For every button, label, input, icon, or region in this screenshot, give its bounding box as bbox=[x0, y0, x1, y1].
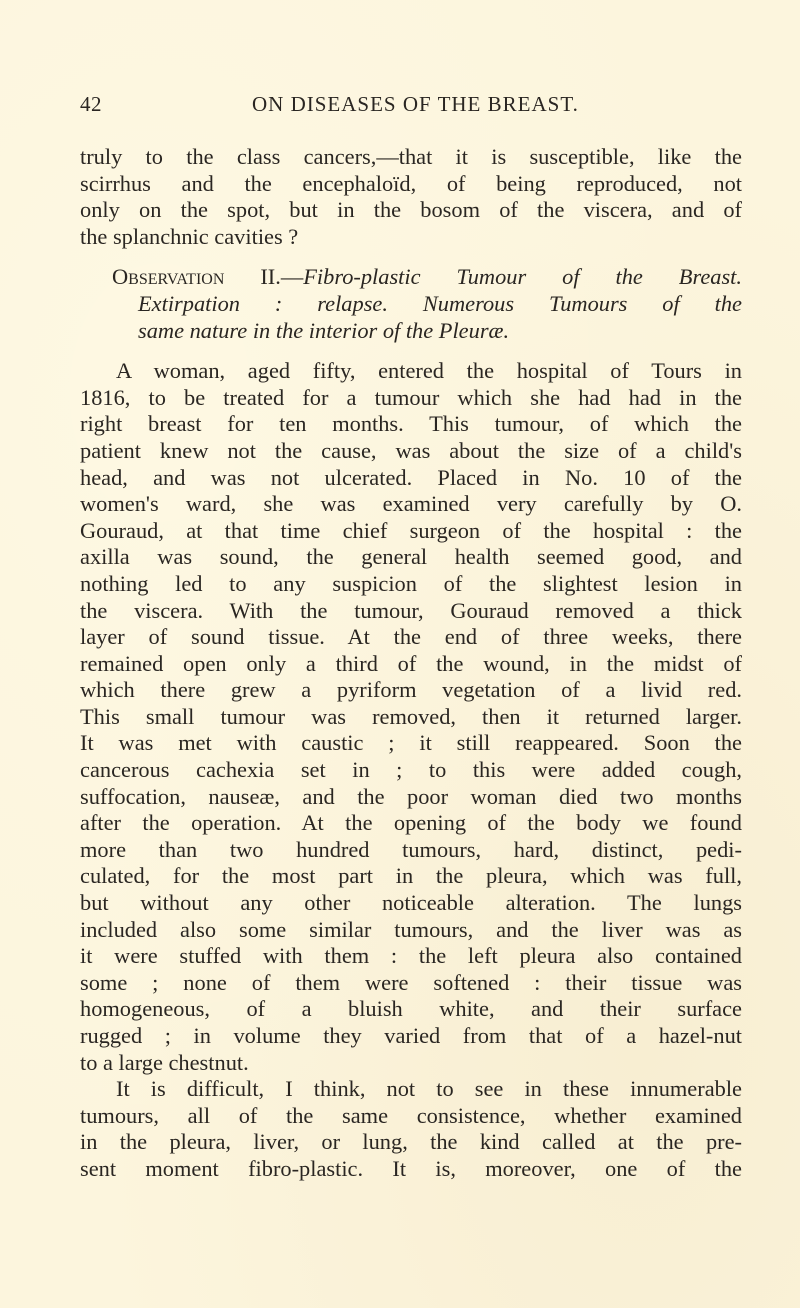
observation-title: Fibro-plastic Tumour of the Breast. bbox=[303, 264, 743, 290]
text-line: sent moment fibro-plastic. It is, moreover, one of the bbox=[80, 1155, 742, 1181]
text-line: which there grew a pyriform vegetation of a livid red. bbox=[80, 677, 742, 703]
page-number: 42 bbox=[80, 92, 102, 116]
observation-subtitle-line: Extirpation : relapse. Numerous Tumours of the bbox=[138, 290, 742, 316]
case-paragraph bbox=[80, 358, 742, 1076]
text-line: rugged ; in volume they varied from that of a hazel-nut bbox=[80, 1023, 742, 1048]
running-title: ON DISEASES OF THE BREAST. bbox=[252, 92, 579, 116]
text-line: tumours, all of the same consistence, whether examined bbox=[80, 1102, 742, 1128]
text-line: right breast for ten months. This tumour, of which the bbox=[80, 411, 742, 437]
text-line: it were stuffed with them : the left pleura also contained bbox=[80, 943, 742, 969]
observation-label: Observation bbox=[112, 264, 225, 290]
text-line: suffocation, nauseæ, and the poor woman died two months bbox=[80, 783, 742, 809]
body-text bbox=[80, 144, 742, 1183]
continuation-paragraph bbox=[80, 144, 742, 250]
text-line: truly to the class cancers,—that it is susceptible, like the bbox=[80, 144, 742, 169]
text-line: in the pleura, liver, or lung, the kind called at the pre- bbox=[80, 1129, 742, 1155]
running-head bbox=[80, 92, 742, 126]
text-line: remained open only a third of the wound, in the midst of bbox=[80, 650, 742, 676]
text-line: nothing led to any suspicion of the slightest lesion in bbox=[80, 570, 742, 596]
paragraph-gap bbox=[80, 344, 742, 358]
text-line: layer of sound tissue. At the end of three weeks, there bbox=[80, 624, 742, 650]
text-line: some ; none of them were softened : their tissue was bbox=[80, 969, 742, 995]
text-line: after the operation. At the opening of the body we found bbox=[80, 810, 742, 836]
text-line: scirrhus and the encephaloïd, of being reproduced, not bbox=[80, 170, 742, 196]
observation-heading-line bbox=[80, 264, 742, 291]
text-line: to a large chestnut. bbox=[80, 1049, 249, 1075]
text-line: the viscera. With the tumour, Gouraud removed a thick bbox=[80, 597, 742, 623]
observation-subtitle-line: same nature in the interior of the Pleuræ. bbox=[138, 317, 510, 343]
text-line: A woman, aged fifty, entered the hospital of Tours in bbox=[116, 358, 742, 384]
text-line: the splanchnic cavities ? bbox=[80, 223, 299, 249]
text-line: culated, for the most part in the pleura, which was full, bbox=[80, 863, 742, 889]
observation-number: II.— bbox=[224, 264, 304, 290]
text-line: only on the spot, but in the bosom of the viscera, and of bbox=[80, 197, 742, 223]
book-page bbox=[80, 92, 742, 1183]
text-line: cancerous cachexia set in ; to this were added cough, bbox=[80, 757, 742, 783]
text-line: This small tumour was removed, then it returned larger. bbox=[80, 703, 742, 729]
text-line: more than two hundred tumours, hard, distinct, pedi- bbox=[80, 836, 742, 862]
closing-paragraph bbox=[80, 1076, 742, 1182]
text-line: It is difficult, I think, not to see in these innumerable bbox=[116, 1076, 742, 1102]
text-line: but without any other noticeable alteration. The lungs bbox=[80, 890, 742, 916]
text-line: homogeneous, of a bluish white, and their surface bbox=[80, 996, 742, 1022]
paragraph-gap bbox=[80, 250, 742, 264]
text-line: women's ward, she was examined very carefully by O. bbox=[80, 491, 742, 517]
text-line: It was met with caustic ; it still reappeared. Soon the bbox=[80, 730, 742, 756]
text-line: patient knew not the cause, was about the size of a child's bbox=[80, 437, 742, 463]
text-line: included also some similar tumours, and the liver was as bbox=[80, 916, 742, 942]
text-line: axilla was sound, the general health seemed good, and bbox=[80, 544, 742, 570]
observation-heading bbox=[80, 264, 742, 344]
text-line: head, and was not ulcerated. Placed in No. 10 of the bbox=[80, 464, 742, 490]
text-line: Gouraud, at that time chief surgeon of the hospital : the bbox=[80, 517, 742, 543]
text-line: 1816, to be treated for a tumour which she had had in the bbox=[80, 384, 742, 410]
